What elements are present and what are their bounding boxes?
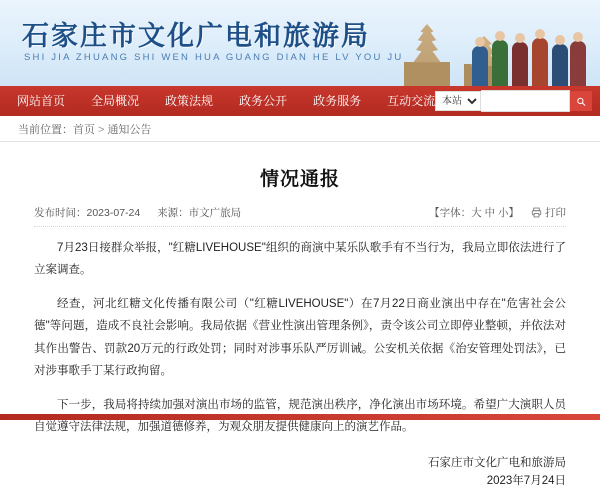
person-figure-icon (512, 42, 528, 86)
font-size-large-button[interactable]: 大 (471, 207, 482, 219)
search-scope-select[interactable] (435, 91, 481, 111)
font-size-control (429, 205, 519, 220)
nav-item-government-open[interactable]: 政务公开 (239, 94, 288, 108)
search-icon (576, 96, 586, 107)
print-button[interactable] (531, 205, 566, 220)
nav-item-services[interactable]: 政务服务 (313, 94, 362, 108)
breadcrumb-item-notice[interactable]: 通知公告 (107, 123, 152, 136)
site-title: 石家庄市文化广电和旅游局 (22, 21, 370, 52)
person-figure-icon (492, 40, 508, 86)
nav-item-policy[interactable]: 政策法规 (165, 94, 214, 108)
site-banner (0, 0, 600, 86)
footer-accent-bar (0, 414, 600, 420)
article-source: 来源：市文广旅局 (157, 207, 242, 219)
font-size-label-close: 】 (508, 207, 519, 219)
people-illustration (462, 22, 592, 86)
publish-time: 发布时间：2023-07-24 (34, 207, 141, 219)
person-figure-icon (472, 46, 488, 86)
pagoda-base-icon (404, 62, 450, 86)
nav-item-interaction[interactable]: 互动交流 (387, 94, 436, 108)
search-button[interactable] (570, 91, 592, 111)
article-paragraph: 下一步，我局将持续加强对演出市场的监管，规范演出秩序，净化演出市场环境。希望广大演职人员自觉遵守法律法规，加强道德修养，为观众朋友提供健康向上的演艺作品。 (34, 398, 566, 433)
nav-item-overview[interactable]: 全局概况 (91, 94, 140, 108)
nav-item-home[interactable]: 网站首页 (17, 94, 66, 108)
article-paragraph: 7月23日接群众举报，"红糖LIVEHOUSE"组织的商演中某乐队歌手有不当行为，我局立即依法进行了立案调查。 (34, 242, 566, 277)
article-signature-date: 2023年7月24日 (486, 475, 566, 488)
person-figure-icon (570, 41, 586, 86)
article-container (0, 142, 600, 488)
breadcrumb (18, 121, 151, 137)
site-title-pinyin: SHI JIA ZHUANG SHI WEN HUA GUANG DIAN HE LV YOU JU (24, 52, 404, 63)
main-navigation (0, 86, 600, 116)
breadcrumb-separator: > (98, 123, 105, 136)
article-body (34, 237, 566, 438)
article-signature: 石家庄市文化广电和旅游局 (428, 457, 566, 470)
article-meta (34, 205, 566, 227)
print-label: 打印 (545, 207, 566, 219)
breadcrumb-bar (0, 116, 600, 142)
article-meta-left (34, 205, 255, 220)
site-search (435, 91, 592, 111)
font-size-small-button[interactable]: 小 (498, 207, 509, 219)
breadcrumb-prefix: 当前位置： (18, 123, 73, 136)
printer-icon (531, 207, 542, 218)
person-figure-icon (532, 38, 548, 86)
breadcrumb-item-home[interactable]: 首页 (73, 123, 95, 136)
font-size-medium-button[interactable]: 中 (484, 207, 496, 219)
person-figure-icon (552, 44, 568, 86)
article-paragraph: 经查，河北红糖文化传播有限公司（"红糖LIVEHOUSE"）在7月22日商业演出中存在"危害社会公德"等问题，造成不良社会影响。我局依据《营业性演出管理条例》，责令该公司立即停业整顿，并依法对其作出警告、罚款20万元的行政处罚；同时对涉事乐队严厉训诫。公安机关依据《治安管理处罚法》，已对涉事歌手丁某行政拘留。 (34, 297, 566, 378)
article-meta-right (429, 205, 566, 220)
page-title: 情况通报 (259, 168, 340, 190)
search-input[interactable] (481, 90, 570, 112)
font-size-label: 【字体： (429, 207, 472, 219)
